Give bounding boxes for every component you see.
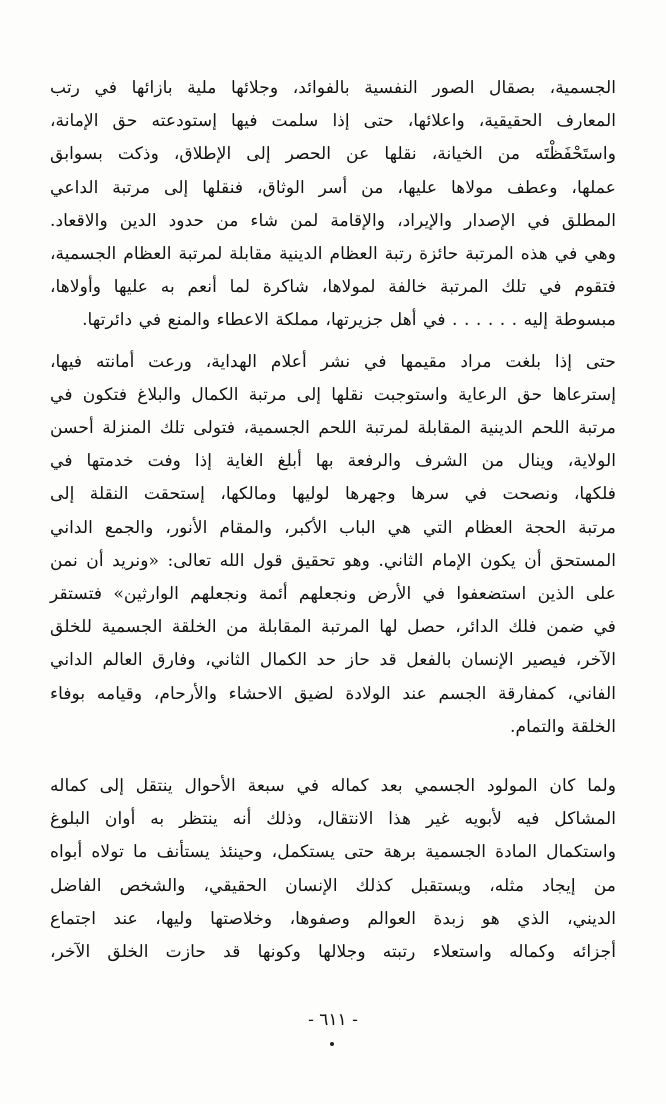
text-line: الفاني، كمفارقة الجسم عند الولادة لضيق الاحشاء والأرحام، وقيامه بوفاء	[50, 683, 616, 704]
text-line: المشاكل فيه لأبويه غير هذا الانتقال، وذلك أنه ينتظر به أوان البلوغ	[50, 809, 616, 830]
text-line: مرتبة اللحم الدينية المقابلة لمرتبة اللحم الجسمية، فتولى تلك المنزلة أحسن	[50, 418, 616, 439]
text-line: وهي في هذه المرتبة حائزة رتبة العظام الدينية مقابلة لمرتبة العظام الجسمية،	[50, 244, 616, 265]
text-line: المطلق في الإصدار والإيراد، والإقامة لمن شاء من حدود الدين والاقعاد.	[50, 210, 616, 231]
paragraph-2	[50, 346, 616, 744]
text-line: على الذين استضعفوا في الأرض ونجعلهم أئمة ونجعلهم الوارثين» فتستقر	[50, 584, 616, 605]
text-line: فلكها، ونصحت في سرها وجهرها لوليها ومالكها، إستحقت النقلة إلى	[50, 484, 616, 505]
text-line: إسترعاها حق الرعاية واستوجبت نقلها إلى مرتبة الكمال والبلاغ فتكون في	[50, 384, 616, 405]
text-line: ولما كان المولود الجسمي بعد كماله في سبعة الأحوال ينتقل إلى كماله	[50, 776, 616, 797]
text-line: حتى إذا بلغت مراد مقيمها في نشر أعلام الهداية، ورعت أمانته فيها،	[50, 351, 616, 372]
text-line: مبسوطة إليه . . . . . . في أهل جزيرتها، مملكة الاعطاء والمنع في دائرتها.	[82, 310, 616, 331]
text-line: واستكمال المادة الجسمية برهة حتى يستكمل، وحينئذ يستأنف ما تولاه أبواه	[50, 842, 616, 863]
text-line: واستَحْفَظْتَه من الخيانة، نقلها عن الحصر إلى الإطلاق، وذكت بسوابق	[50, 144, 616, 165]
text-line: الخلقة والتمام.	[510, 716, 616, 737]
page-dot-mark	[330, 1042, 334, 1046]
text-line: عملها، وعطف مولاها عليها، من أسر الوثاق، فنقلها إلى مرتبة الداعي	[50, 177, 616, 198]
paragraph-3	[50, 770, 616, 969]
text-line: المستحق أن يكون الإمام الثاني. وهو تحقيق قول الله تعالى: «ونريد أن نمن	[50, 550, 616, 571]
text-line: مرتبة الحجة العظام التي هي الباب الأكبر، والمقام الأنور، والجمع الداني	[50, 517, 616, 538]
text-line: الولاية، وينال من الشرف والرفعة بها أبلغ الغاية إذا وفت خدمتها في	[50, 451, 616, 472]
text-line: في ضمن فلك الدائر، حصل لها المرتبة المقابلة من الخلقة الجسمية للخلق	[50, 617, 616, 638]
paragraph-1	[50, 72, 616, 338]
text-line: من إيجاد مثله، ويستقبل كذلك الإنسان الحقيقي، والشخص الفاضل	[50, 875, 616, 896]
page-number: - ٦١١ -	[308, 1010, 358, 1030]
text-line: الآخر، فيصير الإنسان بالفعل قد حاز حد الكمال الثاني، وفارق العالم الداني	[50, 650, 616, 671]
text-line: أجزائه وكماله واستعلاء رتبته وجلالها وكونها قد حازت الخلق الآخر،	[50, 942, 616, 963]
text-line: المعارف الحقيقية، واعلائها، حتى إذا سلمت فيها إستودعته حق الإمانة،	[50, 111, 616, 132]
text-line: الديني، الذي هو زبدة العوالم وصفوها، وخلاصتها وليها، عند اجتماع	[50, 908, 616, 929]
text-line: فتقوم في تلك المرتبة خالفة لمولاها، شاكرة لما أنعم به عليها وأولاها،	[50, 277, 616, 298]
text-line: الجسمية، بصقال الصور النفسية بالفوائد، وجلائها ملية بازائها في رتب	[50, 78, 616, 98]
